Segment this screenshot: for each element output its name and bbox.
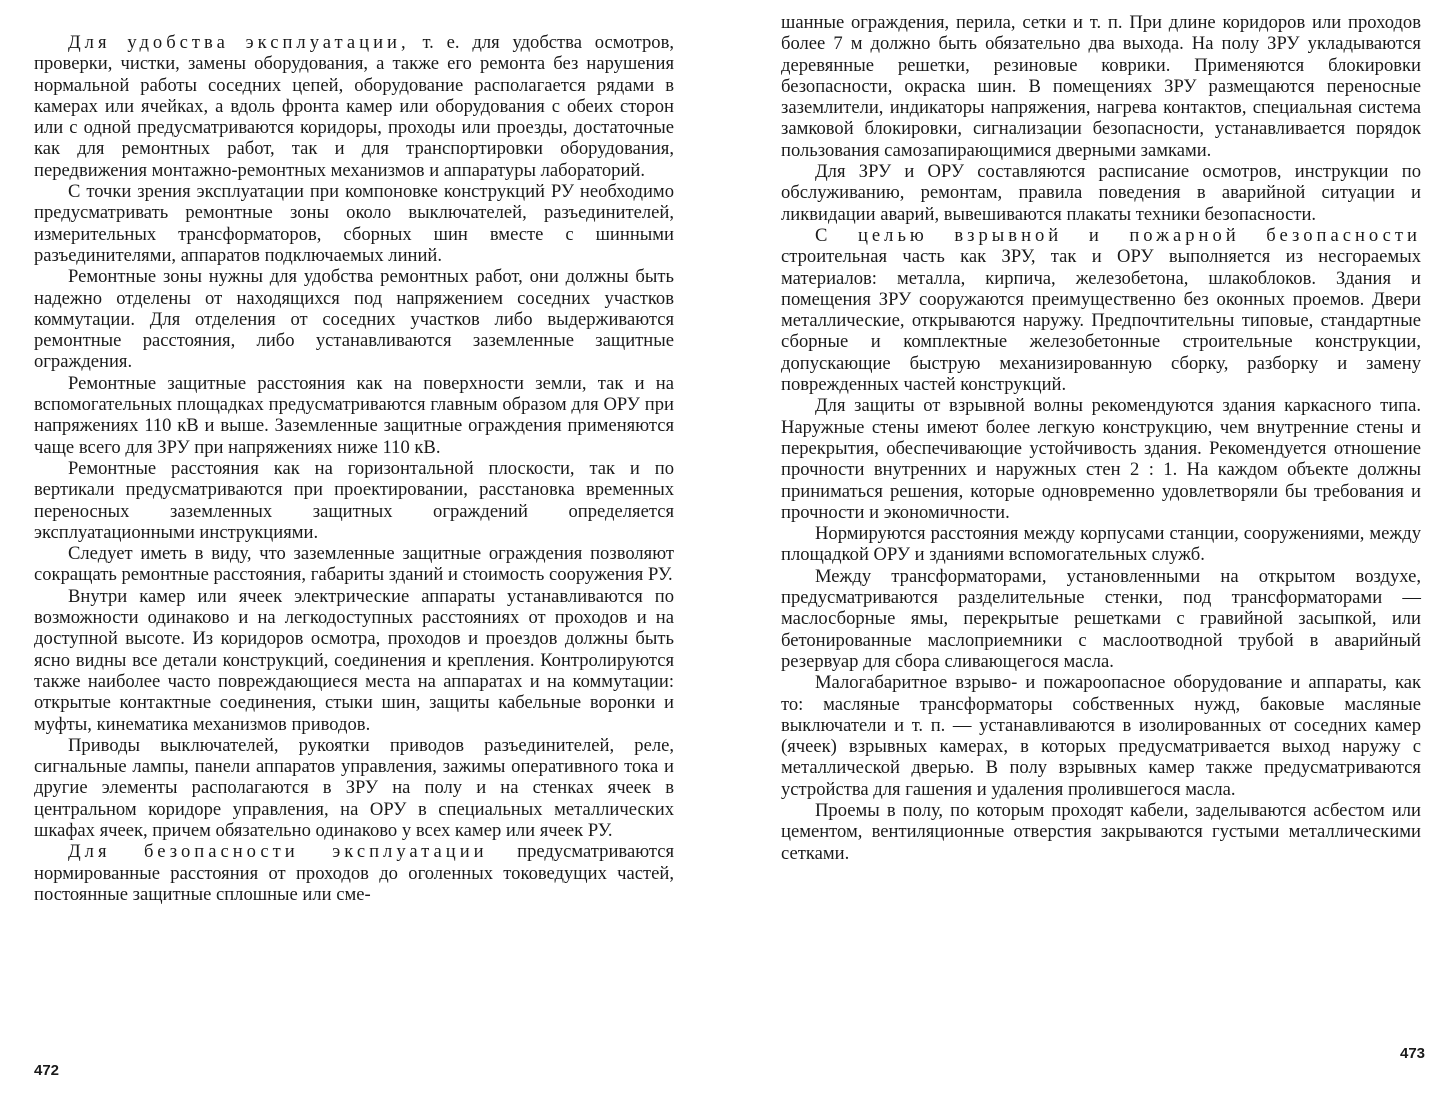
paragraph (34, 266, 674, 372)
paragraph-text: Нормируются расстояния между корпусами станции, сооружениями, между площадкой ОРУ и зданиями вспомогательных служб. (781, 523, 1421, 566)
paragraph (34, 373, 674, 458)
paragraph (34, 458, 674, 543)
paragraph (781, 12, 1421, 161)
paragraph-text: Ремонтные зоны нужны для удобства ремонтных работ, они должны быть надежно отделены от находящихся под напряжением соседних участков коммутации. Для отделения от соседних участков либо выдерживаются ремонтные расстояния, либо устанавливаются заземленные защитные ограждения. (34, 266, 674, 373)
paragraph (34, 841, 674, 905)
paragraph (781, 161, 1421, 225)
left-page (34, 32, 674, 905)
right-page (781, 12, 1421, 864)
paragraph-text: Приводы выключателей, рукоятки приводов разъединителей, реле, сигнальные лампы, панели аппаратов управления, зажимы оперативного тока и другие элементы располагаются в ЗРУ на полу и на стенках ячеек в центральном коридоре управления, на ОРУ в специальных металлических шкафах ячеек, причем обязательно одинаково у всех камер или ячеек РУ. (34, 734, 674, 841)
paragraph (781, 566, 1421, 672)
paragraph (34, 735, 674, 841)
paragraph (34, 586, 674, 735)
paragraph (34, 181, 674, 266)
paragraph-text: Ремонтные защитные расстояния как на поверхности земли, так и на вспомогательных площадках предусматриваются главным образом для ОРУ при напряжениях 110 кВ и выше. Заземленные защитные ограждения применяются чаще всего для ЗРУ при напряжениях ниже 110 кВ. (34, 372, 674, 458)
paragraph (34, 32, 674, 181)
paragraph (781, 523, 1421, 566)
paragraph-text: Малогабаритное взрыво- и пожароопасное оборудование и аппараты, как то: масляные трансформаторы собственных нужд, баковые масляные выключатели и т. п. — устанавливаются в изолированных от соседних камер (ячеек) взрывных камерах, в которых предусматривается выход наружу с металлической дверью. В полу взрывных камер также предусматриваются устройства для гашения и удаления пролившегося масла. (781, 672, 1421, 800)
paragraph-text: строительная часть как ЗРУ, так и ОРУ выполняется из несгораемых материалов: металла, кирпича, железобетона, шлакоблоков. Здания и помещения ЗРУ сооружаются преимущественно без оконных проемов. Двери металлические, открываются наружу. Предпочтительны типовые, стандартные сборные и комплектные железобетонные строительные конструкции, допускающие быструю механизированную сборку, разборку и замену поврежденных частей конструкций. (781, 246, 1421, 396)
spaced-lead-phrase: С целью взрывной и пожарной безопасности (815, 224, 1421, 246)
spaced-lead-phrase: Для безопасности эксплуатации (68, 841, 488, 863)
paragraph (781, 800, 1421, 864)
paragraph-text: предусматриваются нормированные расстояния от проходов до оголенных токоведущих частей, постоянные защитные сплошные или сме- (34, 841, 674, 905)
paragraph (781, 395, 1421, 523)
paragraph-text: С точки зрения эксплуатации при компоновке конструкций РУ необходимо предусматривать ремонтные зоны около выключателей, разъединителей, измерительных трансформаторов, сборных шин вместе с шинными разъединителями, аппаратов подключаемых линий. (34, 181, 674, 266)
paragraph-text: Для ЗРУ и ОРУ составляются расписание осмотров, инструкции по обслуживанию, ремонтам, правила поведения в аварийной ситуации и ликвидации аварий, вывешиваются плакаты техники безопасности. (781, 161, 1421, 225)
paragraph-text: т. е. для удобства осмотров, проверки, чистки, замены оборудования, а также его ремонта без нарушения нормальной работы соседних цепей, оборудование располагается рядами в камерах или ячейках, а вдоль фронта камер или оборудования с обеих сторон или с одной предусматриваются коридоры, проходы или проезды, достаточные как для ремонтных работ, так и для транспортировки оборудования, передвижения монтажно-ремонтных механизмов и аппаратуры лабораторий. (34, 32, 674, 181)
spaced-lead-phrase: Для удобства эксплуатации, (68, 32, 410, 53)
paragraph (34, 543, 674, 586)
paragraph (781, 672, 1421, 800)
page-number-left: 472 (34, 1062, 60, 1079)
paragraph (781, 225, 1421, 395)
paragraph-text: Для защиты от взрывной волны рекомендуются здания каркасного типа. Наружные стены имеют более легкую конструкцию, чем внутренние стены и перекрытия, обеспечивающие устойчивость здания. Рекомендуется отношение прочности внутренних и наружных стен 2 : 1. На каждом объекте должны приниматься решения, которые одновременно удовлетворяли бы требования и прочности и экономичности. (781, 395, 1421, 523)
paragraph-text: Проемы в полу, по которым проходят кабели, заделываются асбестом или цементом, вентиляционные отверстия закрываются густыми металлическими сетками. (781, 799, 1421, 864)
paragraph-text: Внутри камер или ячеек электрические аппараты устанавливаются по возможности одинаково и на легкодоступных расстояниях от проходов и на доступной высоте. Из коридоров осмотра, проходов и проездов должны быть ясно видны все детали конструкций, соединения и крепления. Контролируются также наиболее часто повреждающиеся места на аппаратах и на коммутации: открытые контактные соединения, стыки шин, защиты кабельные воронки и муфты, кинематика механизмов приводов. (34, 585, 674, 735)
paragraph-text: шанные ограждения, перила, сетки и т. п. При длине коридоров или проходов более 7 м должно быть обязательно два выхода. На полу ЗРУ укладываются деревянные решетки, резиновые коврики. Применяются блокировки безопасности, окраска шин. В помещениях ЗРУ размещаются переносные заземлители, индикаторы напряжения, нагрева контактов, специальная система замковой блокировки, сигнализации безопасности, устанавливается порядок пользования самозапирающимися дверными замками. (781, 12, 1421, 161)
page-number-right: 473 (1400, 1045, 1426, 1062)
paragraph-text: Ремонтные расстояния как на горизонтальной плоскости, так и по вертикали предусматриваются при проектировании, расстановка временных переносных заземленных защитных ограждений определяется эксплуатационными инструкциями. (34, 457, 674, 543)
paragraph-text: Следует иметь в виду, что заземленные защитные ограждения позволяют сокращать ремонтные расстояния, габариты зданий и стоимость сооружения РУ. (34, 543, 674, 586)
paragraph-text: Между трансформаторами, установленными на открытом воздухе, предусматриваются разделительные стенки, под трансформаторами — маслосборные ямы, перекрытые решетками с гравийной засыпкой, или бетонированные маслоприемники с маслоотводной трубой в аварийный резервуар для сбора сливающегося масла. (781, 565, 1421, 672)
